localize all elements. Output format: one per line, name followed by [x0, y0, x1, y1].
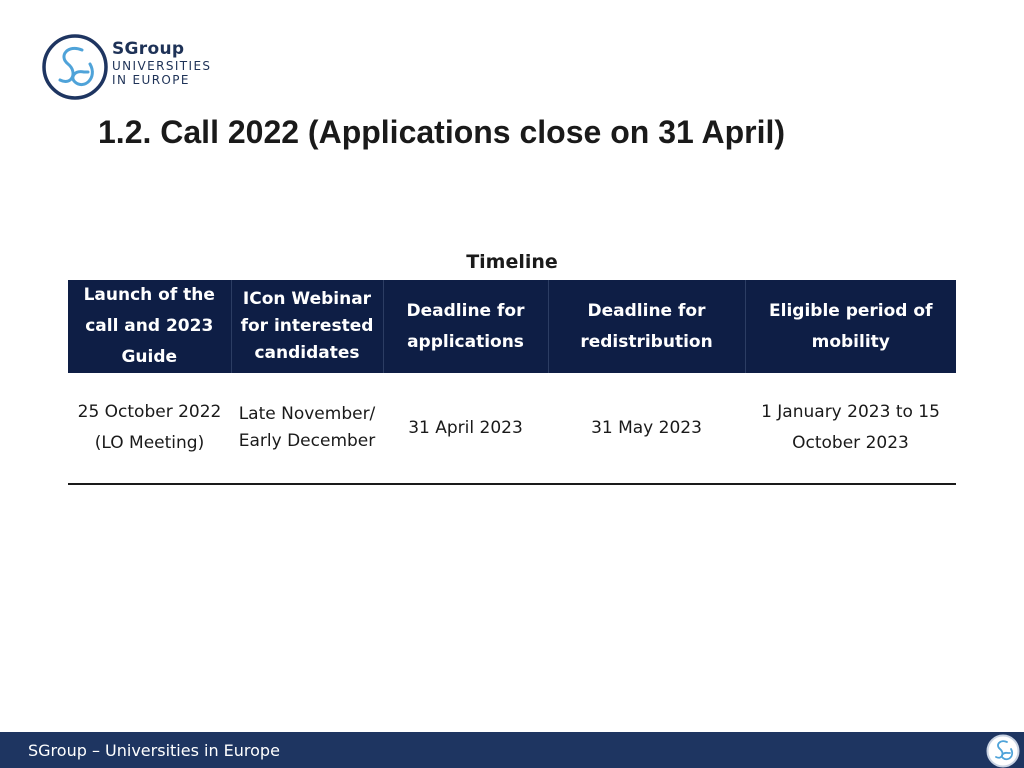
logo-subtitle-line2: IN EUROPE [112, 73, 190, 87]
slide-title: 1.2. Call 2022 (Applications close on 31 April) [98, 114, 786, 150]
sg-logo-icon [986, 734, 1020, 768]
cell-redistribution-deadline: 31 May 2023 [548, 373, 745, 484]
cell-launch: 25 October 2022 (LO Meeting) [68, 373, 231, 484]
column-header-application-deadline: Deadline for applications [383, 280, 548, 373]
column-header-redistribution-deadline: Deadline for redistribution [548, 280, 745, 373]
table-header-row [68, 280, 956, 373]
timeline-table [68, 280, 956, 485]
table-caption: Timeline [466, 251, 558, 273]
footer-text: SGroup – Universities in Europe [28, 741, 280, 760]
footer-bar [0, 732, 1024, 768]
sgroup-logo [42, 34, 222, 102]
column-header-launch: Launch of the call and 2023 Guide [68, 280, 231, 373]
sg-logo-icon [42, 34, 108, 100]
cell-mobility-period: 1 January 2023 to 15 October 2023 [745, 373, 956, 484]
logo-brand: SGroup [112, 39, 185, 59]
cell-webinar: Late November/ Early December [231, 373, 383, 484]
column-header-webinar: ICon Webinar for interested candidates [231, 280, 383, 373]
table-row [68, 373, 956, 484]
logo-text [112, 40, 211, 87]
logo-subtitle-line1: UNIVERSITIES [112, 59, 212, 73]
column-header-mobility-period: Eligible period of mobility [745, 280, 956, 373]
cell-application-deadline: 31 April 2023 [383, 373, 548, 484]
